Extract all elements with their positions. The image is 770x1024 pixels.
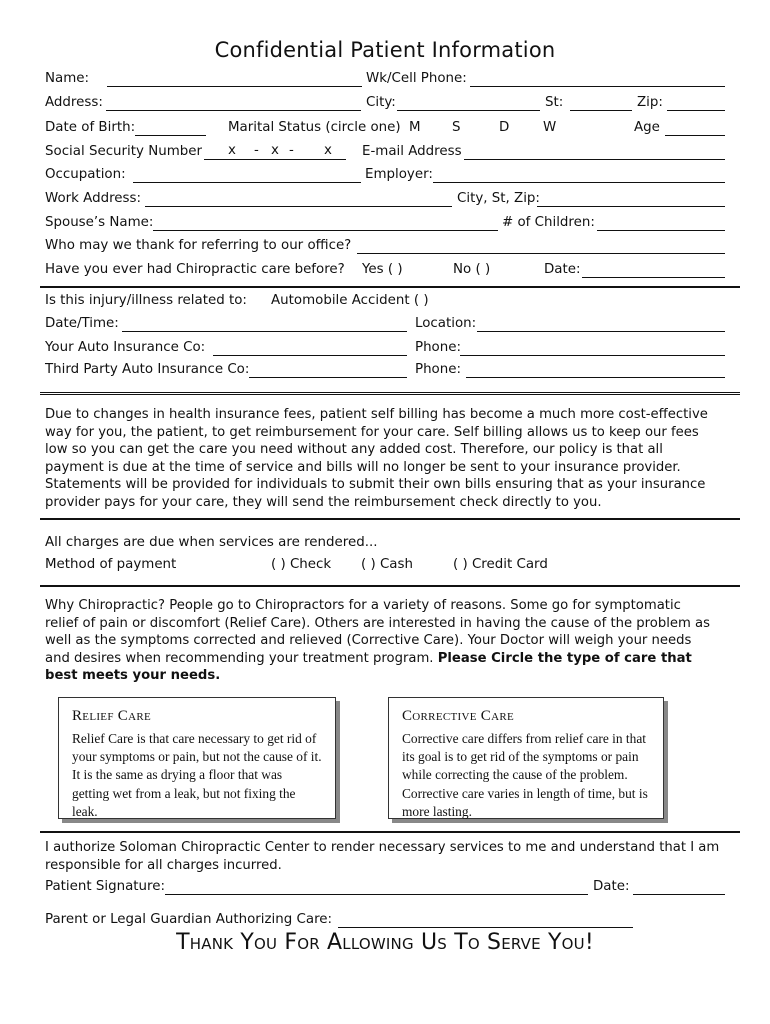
ssn-label: Social Security Number	[45, 144, 202, 159]
marital-option-m[interactable]: M	[409, 120, 421, 135]
address-label: Address:	[45, 95, 103, 110]
thank-you-message: Thank You For Allowing Us To Serve You!	[176, 930, 594, 955]
age-field[interactable]	[665, 135, 725, 136]
chiro-before-label: Have you ever had Chiropractic care before?	[45, 262, 345, 277]
state-label: St:	[545, 95, 564, 110]
injury-question: Is this injury/illness related to:	[45, 293, 247, 308]
row-spouse	[45, 215, 725, 237]
marital-label: Marital Status (circle one)	[228, 120, 401, 135]
section-divider	[40, 831, 740, 833]
chiro-yes-option[interactable]: Yes ( )	[362, 262, 403, 277]
credit-card-option[interactable]: ( ) Credit Card	[453, 557, 548, 572]
auto-phone-field[interactable]	[460, 355, 725, 356]
location-label: Location:	[415, 316, 477, 331]
auto-insurance-field[interactable]	[213, 355, 407, 356]
signature-date-label: Date:	[593, 879, 630, 894]
charges-due-text: All charges are due when services are rendered...	[45, 535, 378, 550]
row-name	[45, 71, 725, 93]
row-datetime	[45, 316, 725, 338]
ssn-x1: x	[228, 143, 236, 158]
section-divider	[40, 286, 740, 288]
marital-option-d[interactable]: D	[499, 120, 510, 135]
corrective-care-body: Corrective care differs from relief care in that its goal is to get rid of the symptoms or pain while correcting the cause of the problem. Corrective care varies in length of time, but is more lasting.	[402, 731, 648, 819]
marital-option-w[interactable]: W	[543, 120, 557, 135]
work-address-label: Work Address:	[45, 191, 142, 206]
work-address-field[interactable]	[145, 206, 452, 207]
zip-field[interactable]	[667, 110, 725, 111]
row-third-party	[45, 362, 725, 384]
spouse-field[interactable]	[153, 230, 498, 231]
third-party-label: Third Party Auto Insurance Co:	[45, 362, 250, 377]
third-party-phone-field[interactable]	[466, 377, 725, 378]
corrective-care-title: Corrective Care	[402, 708, 514, 724]
corrective-care-box[interactable]	[388, 697, 664, 819]
referral-label: Who may we thank for referring to our office?	[45, 238, 352, 253]
name-field[interactable]	[107, 86, 362, 87]
datetime-field[interactable]	[122, 331, 407, 332]
row-chiro-before	[45, 262, 725, 284]
work-city-field[interactable]	[537, 206, 725, 207]
why-text: Why Chiropractic? People go to Chiropractors for a variety of reasons. Some go for symptomatic relief of pain or discomfort (Relief Care). Others are interested in having the cause of the problem as well as the symptoms corrected and relieved (Corrective Care). Your Doctor will weigh your needs and desires when recommending your treatment program.	[45, 598, 710, 666]
chiro-date-label: Date:	[544, 262, 581, 277]
section-divider	[40, 518, 740, 520]
cash-option[interactable]: ( ) Cash	[361, 557, 413, 572]
relief-care-body: Relief Care is that care necessary to get rid of your symptoms or pain, but not the cause of it. It is the same as drying a floor that was getting wet from a leak, but not fixing the leak.	[72, 731, 322, 819]
ssn-field[interactable]	[204, 159, 346, 160]
row-address	[45, 95, 725, 117]
auto-phone-label: Phone:	[415, 340, 461, 355]
state-field[interactable]	[570, 110, 632, 111]
why-chiropractic-paragraph	[45, 597, 717, 685]
row-referral	[45, 238, 725, 260]
referral-field[interactable]	[357, 253, 725, 254]
relief-care-title: Relief Care	[72, 708, 151, 724]
ssn-x3: x	[324, 143, 332, 158]
occupation-label: Occupation:	[45, 167, 126, 182]
relief-care-box[interactable]	[58, 697, 336, 819]
row-ssn	[45, 144, 725, 166]
row-dob	[45, 120, 725, 142]
city-label: City:	[366, 95, 396, 110]
address-field[interactable]	[106, 110, 361, 111]
guardian-label: Parent or Legal Guardian Authorizing Care:	[45, 912, 333, 927]
auto-accident-option[interactable]: Automobile Accident ( )	[271, 293, 429, 308]
ssn-x2: x	[271, 143, 279, 158]
row-charges-due	[45, 535, 725, 557]
billing-paragraph: Due to changes in health insurance fees, patient self billing has become a much more cost-effective way for you, the patient, to get reimbursement for your care. Self billing allows us to keep our fees low so you can get the care you need without any added cost. Therefore, our policy is that all payment is due at the time of service and bills will no longer be sent to your insurance provider. Statements will be provided for individuals to submit their own bills ensuring that as your insurance provider pays for your care, they will send the reimbursement check directly to you.	[45, 407, 708, 510]
third-party-phone-label: Phone:	[415, 362, 461, 377]
chiro-date-field[interactable]	[582, 277, 725, 278]
payment-method-label: Method of payment	[45, 557, 177, 572]
employer-label: Employer:	[365, 167, 433, 182]
section-divider	[40, 392, 740, 395]
row-occupation	[45, 167, 725, 189]
name-label: Name:	[45, 71, 90, 86]
zip-label: Zip:	[637, 95, 663, 110]
dob-label: Date of Birth:	[45, 120, 136, 135]
phone-field[interactable]	[470, 86, 725, 87]
authorization-text: I authorize Soloman Chiropractic Center to render necessary services to me and understand that I am responsible for all charges incurred.	[45, 840, 720, 873]
occupation-field[interactable]	[133, 182, 361, 183]
row-injury	[45, 293, 725, 315]
ssn-dash2: -	[289, 143, 294, 158]
auto-insurance-label: Your Auto Insurance Co:	[45, 340, 206, 355]
work-city-label: City, St, Zip:	[457, 191, 540, 206]
guardian-field[interactable]	[338, 927, 633, 928]
chiro-no-option[interactable]: No ( )	[453, 262, 491, 277]
datetime-label: Date/Time:	[45, 316, 119, 331]
city-field[interactable]	[397, 110, 540, 111]
employer-field[interactable]	[433, 182, 725, 183]
marital-option-s[interactable]: S	[452, 120, 461, 135]
row-signature	[45, 879, 725, 901]
signature-field[interactable]	[165, 894, 588, 895]
ssn-dash1: -	[254, 143, 259, 158]
section-divider	[40, 585, 740, 587]
children-label: # of Children:	[502, 215, 595, 230]
children-field[interactable]	[597, 230, 725, 231]
email-label: E-mail Address	[362, 144, 462, 159]
email-field[interactable]	[464, 159, 725, 160]
age-label: Age	[634, 120, 660, 135]
circle-instruction: Please Circle the type of care that best meets your needs.	[45, 650, 692, 684]
row-payment-method	[45, 557, 725, 579]
location-field[interactable]	[477, 331, 725, 332]
row-auto-insurance	[45, 340, 725, 362]
third-party-field[interactable]	[249, 377, 407, 378]
spouse-label: Spouse’s Name:	[45, 215, 154, 230]
signature-date-field[interactable]	[633, 894, 725, 895]
check-option[interactable]: ( ) Check	[271, 557, 332, 572]
phone-label: Wk/Cell Phone:	[366, 71, 467, 86]
page-title: Confidential Patient Information	[214, 38, 556, 62]
dob-field[interactable]	[135, 135, 206, 136]
signature-label: Patient Signature:	[45, 879, 165, 894]
row-work-address	[45, 191, 725, 213]
